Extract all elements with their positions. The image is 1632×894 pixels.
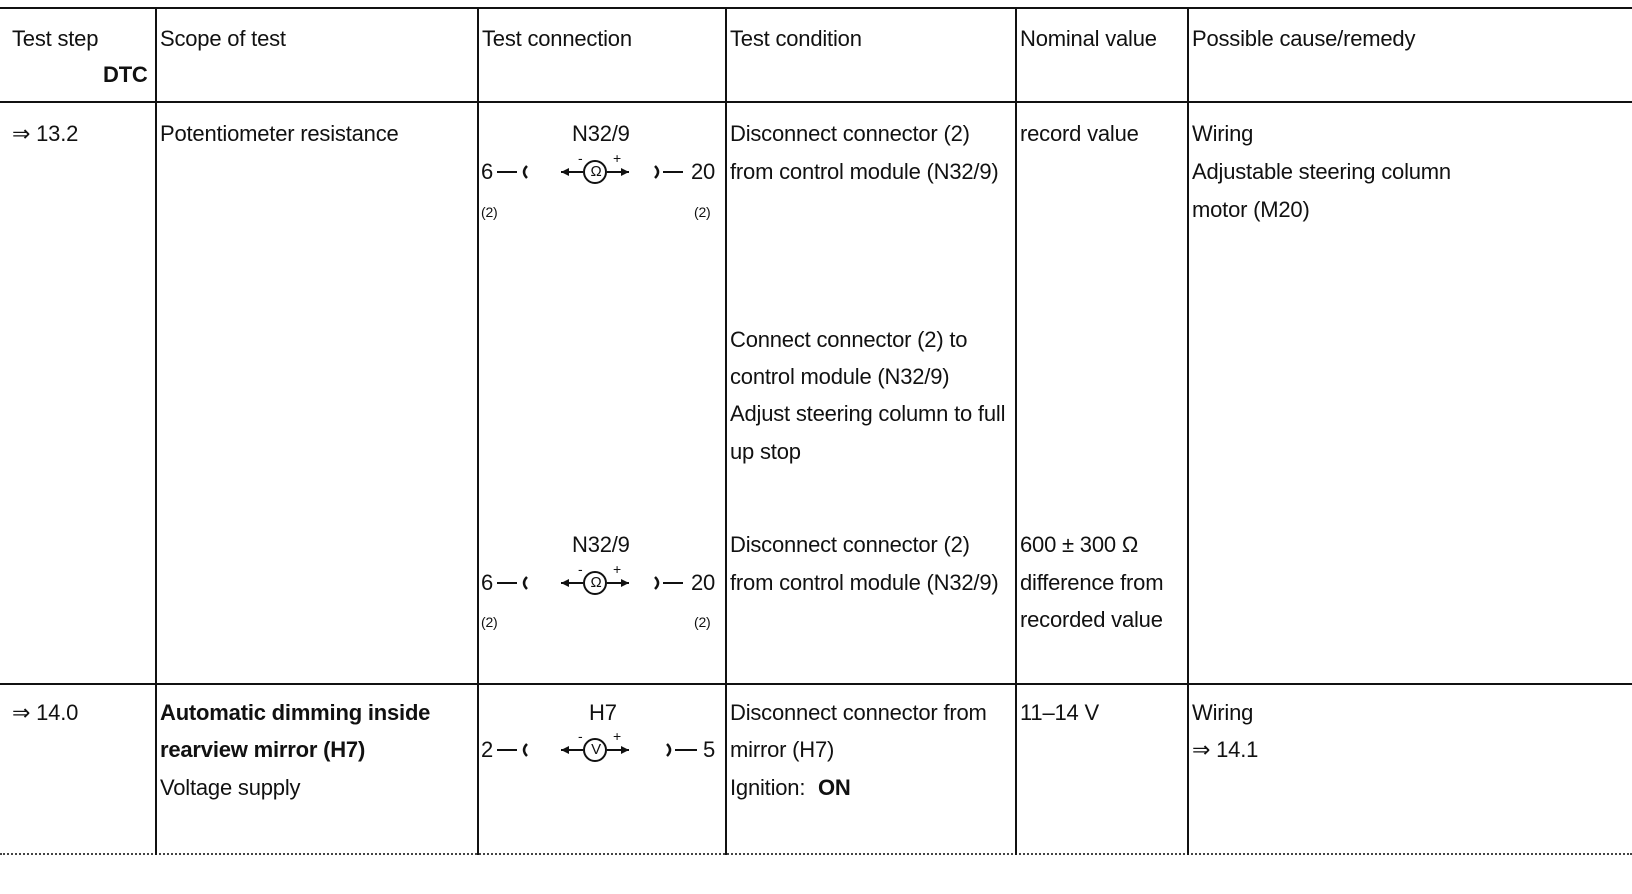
row1-step: ⇒ 13.2	[12, 121, 79, 146]
header-nominal: Nominal value	[1020, 26, 1157, 51]
diagram-right-pin: 20	[691, 570, 716, 595]
meter-minus: -	[578, 728, 583, 744]
header-connection: Test connection	[482, 26, 632, 51]
diagram-right-pin: 20	[691, 159, 716, 184]
row2-condition-line2: mirror (H7)	[730, 737, 835, 762]
col-divider-2	[477, 7, 479, 855]
diagram-right-connector: (2)	[694, 204, 711, 220]
meter-symbol: V	[591, 741, 601, 758]
row1-cause-line3: motor (M20)	[1192, 197, 1310, 222]
diagram-left-connector: (2)	[481, 614, 498, 630]
row2-ignition-label: Ignition:	[730, 775, 806, 800]
diagram-label: N32/9	[572, 121, 630, 146]
row1-condition2-line1: Connect connector (2) to	[730, 327, 968, 352]
meter-plus: +	[613, 728, 621, 744]
row2-condition-line1: Disconnect connector from	[730, 700, 987, 725]
row2-scope-sub: Voltage supply	[160, 775, 301, 800]
meter-plus: +	[613, 150, 621, 166]
row1-condition2-line4: up stop	[730, 439, 801, 464]
row1-condition2-line2: control module (N32/9)	[730, 364, 950, 389]
row1-condition3-line2: from control module (N32/9)	[730, 570, 999, 595]
row2-scope-title-line2: rearview mirror (H7)	[160, 737, 366, 762]
diagram-label: H7	[589, 700, 617, 725]
row1-cause-line1: Wiring	[1192, 121, 1254, 146]
row2-nominal: 11–14 V	[1020, 700, 1099, 725]
row1-nominal2-line1: 600 ± 300 Ω	[1020, 532, 1139, 557]
col-divider-1	[155, 7, 157, 855]
row1-condition3-line1: Disconnect connector (2)	[730, 532, 970, 557]
meter-minus: -	[578, 561, 583, 577]
diagram-left-pin: 6	[481, 159, 494, 184]
table-bottom-dotted-border	[0, 853, 1632, 855]
diagram-right-connector: (2)	[694, 614, 711, 630]
header-condition: Test condition	[730, 26, 862, 51]
table-top-border	[0, 7, 1632, 9]
row1-nominal2-line2: difference from	[1020, 570, 1164, 595]
col-divider-4	[1015, 7, 1017, 855]
header-bottom-border	[0, 101, 1632, 103]
meter-symbol: Ω	[590, 163, 602, 180]
meter-minus: -	[578, 150, 583, 166]
row1-scope: Potentiometer resistance	[160, 121, 399, 146]
diagram-right-pin: 5	[703, 737, 716, 762]
header-dtc: DTC	[103, 62, 148, 87]
diagram-left-pin: 2	[481, 737, 494, 762]
row2-scope-title-line1: Automatic dimming inside	[160, 700, 431, 725]
diagram-left-pin: 6	[481, 570, 494, 595]
row1-nominal2-line3: recorded value	[1020, 607, 1163, 632]
header-scope: Scope of test	[160, 26, 286, 51]
row-separator	[0, 683, 1632, 685]
row1-condition2-line3: Adjust steering column to full	[730, 401, 1006, 426]
row2-cause-line1: Wiring	[1192, 700, 1254, 725]
meter-symbol: Ω	[590, 574, 602, 591]
row1-cause-line2: Adjustable steering column	[1192, 159, 1451, 184]
row2-cause-line2: ⇒ 14.1	[1192, 737, 1259, 762]
header-cause: Possible cause/remedy	[1192, 26, 1416, 51]
diagram-label: N32/9	[572, 532, 630, 557]
row2-ignition-value: ON	[818, 775, 851, 800]
diagram-left-connector: (2)	[481, 204, 498, 220]
row1-condition1-line1: Disconnect connector (2)	[730, 121, 970, 146]
col-divider-3	[725, 7, 727, 855]
row1-condition1-line2: from control module (N32/9)	[730, 159, 999, 184]
col-divider-5	[1187, 7, 1189, 855]
row1-nominal1: record value	[1020, 121, 1139, 146]
meter-plus: +	[613, 561, 621, 577]
header-test-step: Test step	[12, 26, 99, 51]
row2-step: ⇒ 14.0	[12, 700, 79, 725]
